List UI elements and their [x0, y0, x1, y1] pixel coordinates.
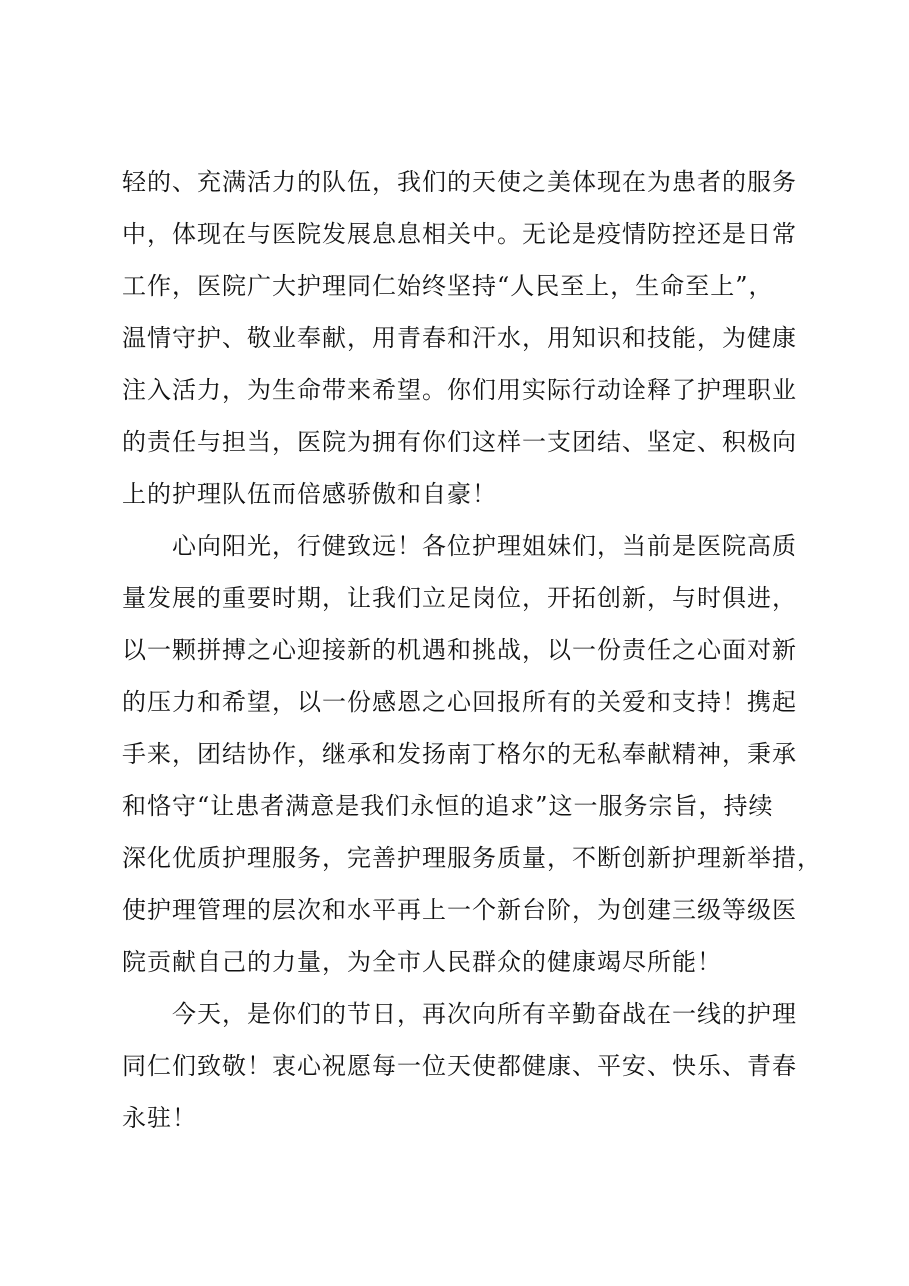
text-line: 温情守护、敬业奉献，用青春和汗水，用知识和技能，为健康 [122, 324, 797, 352]
text-line: 量发展的重要时期，让我们立足岗位，开拓创新，与时俱进， [122, 584, 797, 612]
text-line: 同仁们致敬！衷心祝愿每一位天使都健康、平安、快乐、青春 [122, 1052, 797, 1080]
text-line: 今天，是你们的节日，再次向所有辛勤奋战在一线的护理 [172, 1000, 797, 1028]
text-line: 上的护理队伍而倍感骄傲和自豪！ [122, 480, 497, 508]
document-body [122, 156, 822, 1144]
text-line: 心向阳光，行健致远！各位护理姐妹们，当前是医院高质 [172, 532, 797, 560]
paragraph-3 [122, 988, 822, 1144]
text-line: 使护理管理的层次和水平再上一个新台阶，为创建三级等级医 [122, 896, 797, 924]
text-line: 的压力和希望，以一份感恩之心回报所有的关爱和支持！携起 [122, 688, 797, 716]
text-line: 中，体现在与医院发展息息相关中。无论是疫情防控还是日常 [122, 220, 797, 248]
text-line: 工作，医院广大护理同仁始终坚持“人民至上，生命至上”， [122, 272, 774, 300]
paragraph-2 [122, 520, 822, 988]
text-line: 和恪守“让患者满意是我们永恒的追求”这一服务宗旨，持续 [122, 792, 774, 820]
text-line: 院贡献自己的力量，为全市人民群众的健康竭尽所能！ [122, 948, 722, 976]
text-line: 手来，团结协作，继承和发扬南丁格尔的无私奉献精神，秉承 [122, 740, 797, 768]
text-line: 深化优质护理服务，完善护理服务质量，不断创新护理新举措， [122, 844, 822, 872]
text-line: 永驻！ [122, 1104, 197, 1132]
text-line: 以一颗拼搏之心迎接新的机遇和挑战，以一份责任之心面对新 [122, 636, 797, 664]
text-line: 轻的、充满活力的队伍，我们的天使之美体现在为患者的服务 [122, 168, 797, 196]
text-line: 的责任与担当，医院为拥有你们这样一支团结、坚定、积极向 [122, 428, 797, 456]
text-line: 注入活力，为生命带来希望。你们用实际行动诠释了护理职业 [122, 376, 797, 404]
paragraph-1 [122, 156, 822, 520]
